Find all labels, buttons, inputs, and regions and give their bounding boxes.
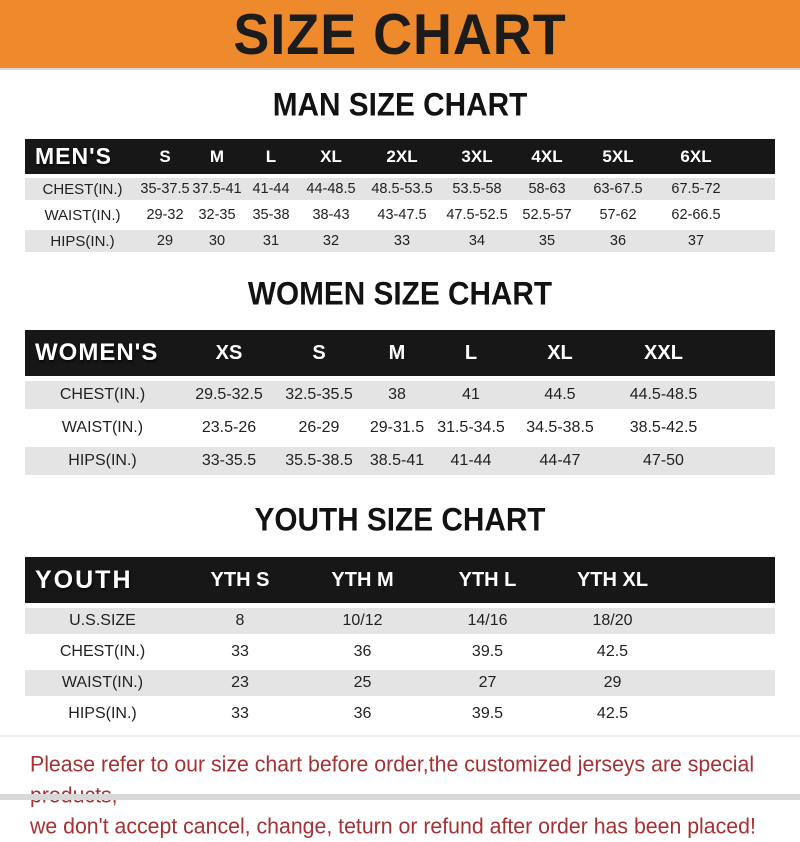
spacer-cell — [675, 557, 775, 603]
women-header-row — [25, 330, 775, 376]
size-value-cell: 32 — [322, 233, 340, 249]
women-col-header: M — [388, 341, 406, 364]
men-header-row — [25, 139, 775, 174]
size-value-cell: 25 — [353, 674, 372, 691]
men-col-header: S — [159, 146, 171, 166]
size-value-cell: 44-47 — [539, 452, 581, 469]
size-value-cell: 33-35.5 — [201, 452, 257, 469]
women-col-header: XL — [547, 341, 573, 364]
size-value-cell: 67.5-72 — [671, 181, 721, 197]
size-value-cell: 35 — [538, 233, 556, 249]
size-value-cell: 41-44 — [450, 452, 492, 469]
women-section-heading: WOMEN SIZE CHART — [247, 275, 553, 312]
youth-col-header: YTH L — [458, 568, 517, 591]
men-col-header: M — [209, 146, 225, 166]
footer-line: Please refer to our size chart before order,the customized jerseys are special — [30, 752, 755, 777]
men-chest-row — [25, 178, 775, 200]
size-value-cell: 33 — [231, 643, 249, 660]
size-value-cell: 29-32 — [146, 207, 184, 223]
size-value-cell: 36 — [609, 233, 627, 249]
men-col-header: 3XL — [461, 146, 493, 166]
size-value-cell: 36 — [353, 643, 372, 660]
size-value-cell: 35-37.5 — [140, 181, 190, 197]
size-value-cell: 38-43 — [312, 207, 350, 223]
youth-hips-row — [25, 701, 775, 727]
size-value-cell: 42.5 — [596, 705, 629, 722]
row-label-cell: U.S.SIZE — [69, 612, 136, 629]
men-col-header: 4XL — [531, 146, 563, 166]
divider-line — [0, 735, 800, 737]
youth-table-label: YOUTH — [35, 565, 133, 594]
spacer-cell — [715, 381, 775, 409]
spacer-cell — [675, 608, 775, 634]
size-value-cell: 44-48.5 — [306, 181, 356, 197]
size-value-cell: 33 — [393, 233, 411, 249]
row-label-cell: HIPS(IN.) — [68, 452, 137, 469]
youth-section — [0, 502, 800, 732]
size-value-cell: 57-62 — [599, 207, 637, 223]
size-value-cell: 37.5-41 — [192, 181, 242, 197]
youth-size-table — [25, 552, 775, 732]
men-section-heading: MAN SIZE CHART — [272, 86, 528, 123]
women-table-label: WOMEN'S — [35, 339, 159, 366]
spacer-cell — [736, 204, 775, 226]
men-table-label: MEN'S — [35, 143, 112, 169]
spacer-cell — [736, 178, 775, 200]
size-value-cell: 18/20 — [592, 612, 633, 629]
bottom-strip — [0, 794, 800, 800]
youth-header-row — [25, 557, 775, 603]
size-value-cell: 47-50 — [643, 452, 684, 469]
size-value-cell: 36 — [353, 705, 372, 722]
men-hips-row — [25, 230, 775, 252]
women-hips-row — [25, 447, 775, 475]
row-label-cell: HIPS(IN.) — [68, 705, 137, 722]
footer-line: we don't accept cancel, change, teturn or refund after order has been placed! — [30, 813, 756, 839]
spacer-cell — [715, 414, 775, 442]
size-value-cell: 38 — [388, 386, 406, 403]
youth-ussize-row — [25, 608, 775, 634]
size-value-cell: 29 — [603, 674, 622, 691]
size-value-cell: 62-66.5 — [671, 207, 721, 223]
row-label-cell: CHEST(IN.) — [59, 386, 146, 403]
women-size-table — [25, 325, 775, 480]
size-value-cell: 39.5 — [471, 643, 504, 660]
men-col-header: L — [265, 146, 277, 166]
youth-col-header: YTH XL — [576, 568, 649, 591]
size-value-cell: 38.5-41 — [369, 452, 425, 469]
size-value-cell: 31.5-34.5 — [437, 419, 505, 436]
size-value-cell: 41-44 — [252, 181, 290, 197]
size-value-cell: 31 — [262, 233, 280, 249]
size-value-cell: 23.5-26 — [201, 419, 257, 436]
size-value-cell: 33 — [231, 705, 249, 722]
banner-title: SIZE CHART — [233, 1, 567, 67]
size-value-cell: 44.5-48.5 — [629, 386, 698, 403]
youth-col-header: YTH S — [210, 568, 270, 591]
row-label-cell: HIPS(IN.) — [50, 232, 115, 250]
women-section — [0, 276, 800, 480]
size-value-cell: 47.5-52.5 — [446, 207, 508, 223]
size-value-cell: 23 — [231, 674, 249, 691]
women-chest-row — [25, 381, 775, 409]
size-value-cell: 48.5-53.5 — [371, 181, 433, 197]
size-value-cell: 10/12 — [342, 612, 383, 629]
size-value-cell: 63-67.5 — [593, 181, 643, 197]
size-value-cell: 29.5-32.5 — [195, 386, 263, 403]
size-value-cell: 29 — [156, 233, 174, 249]
size-value-cell: 32.5-35.5 — [285, 386, 353, 403]
row-label-cell: WAIST(IN.) — [61, 674, 144, 691]
size-value-cell: 26-29 — [298, 419, 340, 436]
size-value-cell: 37 — [687, 233, 705, 249]
men-col-header: XL — [320, 146, 342, 166]
spacer-cell — [736, 230, 775, 252]
row-label-cell: WAIST(IN.) — [44, 206, 121, 224]
men-col-header: 5XL — [602, 146, 634, 166]
row-label-cell: WAIST(IN.) — [61, 419, 144, 436]
men-size-table — [25, 135, 775, 256]
size-value-cell: 58-63 — [528, 181, 566, 197]
women-col-header: XS — [215, 341, 243, 364]
youth-section-heading: YOUTH SIZE CHART — [254, 501, 546, 538]
spacer-cell — [675, 639, 775, 665]
size-value-cell: 53.5-58 — [452, 181, 502, 197]
women-col-header: S — [312, 341, 326, 364]
banner — [0, 0, 800, 70]
row-label-cell: CHEST(IN.) — [59, 643, 146, 660]
youth-col-header: YTH M — [331, 568, 394, 591]
row-label-cell: CHEST(IN.) — [42, 180, 123, 198]
men-col-header: 2XL — [386, 146, 418, 166]
women-col-header: L — [464, 341, 478, 364]
spacer-cell — [675, 701, 775, 727]
size-value-cell: 43-47.5 — [377, 207, 427, 223]
men-col-header: 6XL — [680, 146, 712, 166]
size-value-cell: 34.5-38.5 — [526, 419, 594, 436]
size-value-cell: 30 — [208, 233, 226, 249]
men-waist-row — [25, 204, 775, 226]
women-waist-row — [25, 414, 775, 442]
spacer-cell — [715, 330, 775, 376]
size-value-cell: 52.5-57 — [522, 207, 572, 223]
size-value-cell: 38.5-42.5 — [629, 419, 698, 436]
size-value-cell: 35.5-38.5 — [285, 452, 353, 469]
youth-chest-row — [25, 639, 775, 665]
spacer-cell — [715, 447, 775, 475]
size-value-cell: 35-38 — [252, 207, 290, 223]
spacer-cell — [675, 670, 775, 696]
size-value-cell: 41 — [462, 386, 480, 403]
size-value-cell: 8 — [235, 612, 245, 629]
size-value-cell: 14/16 — [467, 612, 508, 629]
size-value-cell: 44.5 — [544, 386, 576, 403]
size-value-cell: 42.5 — [596, 643, 629, 660]
size-value-cell: 39.5 — [471, 705, 504, 722]
women-col-header: XXL — [644, 341, 683, 364]
men-section — [0, 87, 800, 256]
size-value-cell: 29-31.5 — [369, 419, 425, 436]
spacer-cell — [736, 139, 775, 174]
size-value-cell: 34 — [468, 233, 486, 249]
youth-waist-row — [25, 670, 775, 696]
size-value-cell: 32-35 — [198, 207, 236, 223]
size-value-cell: 27 — [478, 674, 497, 691]
